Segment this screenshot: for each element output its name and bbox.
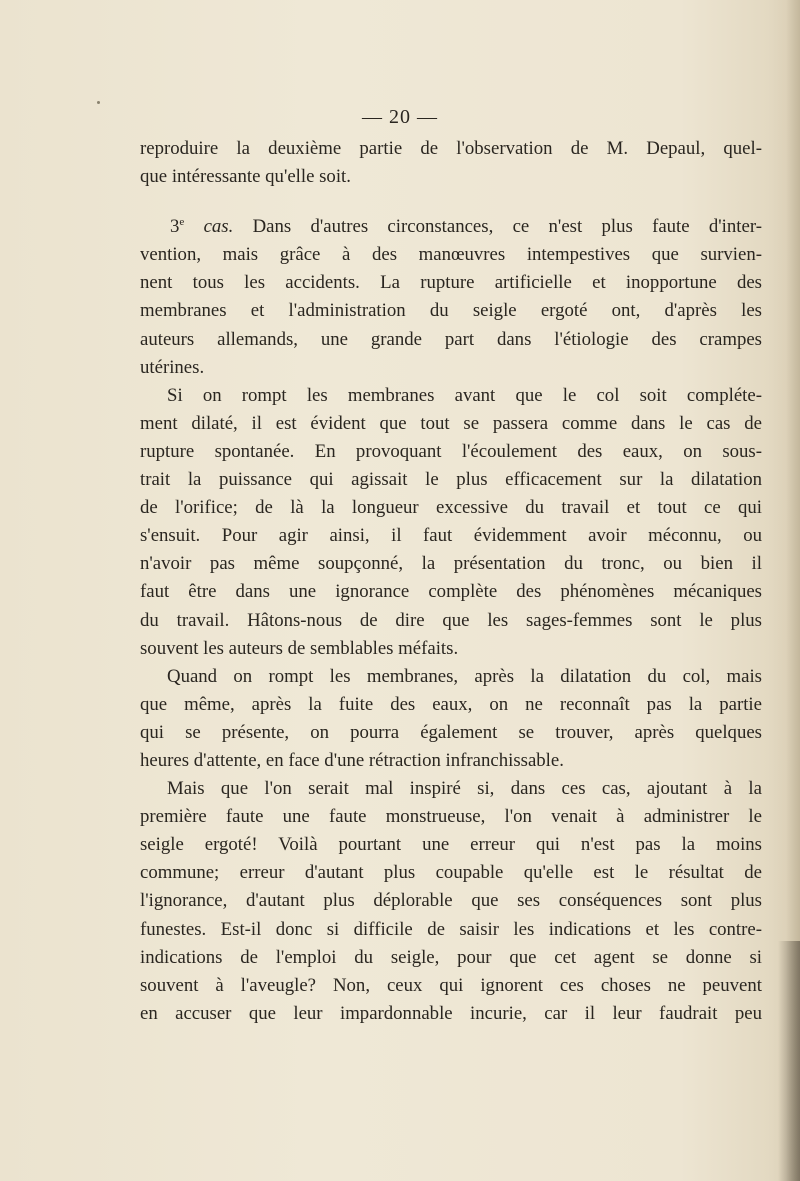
text-line: que même, après la fuite des eaux, on ne reconnaît pas la partie <box>140 693 762 715</box>
text-line: reproduire la deuxième partie de l'observation de M. Depaul, quel- <box>140 138 762 159</box>
text-line: rupture spontanée. En provoquant l'écoulement des eaux, on sous- <box>140 440 762 462</box>
text-line: auteurs allemands, une grande part dans l'étiologie des crampes <box>140 328 762 350</box>
text-line: seigle ergoté! Voilà pourtant une erreur qui n'est pas la moins <box>140 834 762 856</box>
text-line: nent tous les accidents. La rupture artificielle et inopportune des <box>140 272 762 294</box>
text-line: l'ignorance, d'autant plus déplorable que ses conséquences sont plus <box>140 890 762 912</box>
text-line: de l'orifice; de là la longueur excessive du travail et tout ce qui <box>140 497 762 519</box>
body-text <box>140 135 762 1028</box>
page-number: — 20 — <box>362 106 438 128</box>
text-line: Mais que l'on serait mal inspiré si, dans ces cas, ajoutant à la <box>167 778 762 800</box>
text-line: commune; erreur d'autant plus coupable qu'elle est le résultat de <box>140 862 762 884</box>
case-number-superscript: e <box>179 216 185 229</box>
text-line: en accuser que leur impardonnable incurie, car il leur faudrait peu <box>140 1002 762 1024</box>
case-first-line-text: Dans d'autres circonstances, ce n'est plus faute d'inter- <box>252 216 762 238</box>
text-line: utérines. <box>140 356 205 378</box>
text-line: première faute une faute monstrueuse, l'on venait à administrer le <box>140 806 762 828</box>
text-line: membranes et l'administration du seigle ergoté ont, d'après les <box>140 300 762 322</box>
text-line: trait la puissance qui agissait le plus efficacement sur la dilatation <box>140 469 762 491</box>
text-line: souvent les auteurs de semblables méfaits. <box>140 637 459 659</box>
text-line: funestes. Est-il donc si difficile de saisir les indications et les contre- <box>140 918 762 940</box>
case-label: cas. <box>203 216 234 238</box>
case-number: 3 <box>170 216 180 238</box>
text-line: indications de l'emploi du seigle, pour que cet agent se donne si <box>140 946 762 968</box>
text-line: n'avoir pas même soupçonné, la présentation du tronc, ou bien il <box>140 553 762 575</box>
text-line: s'ensuit. Pour agir ainsi, il faut évidemment avoir méconnu, ou <box>140 525 762 547</box>
text-line: Quand on rompt les membranes, après la dilatation du col, mais <box>167 665 762 687</box>
text-line: souvent à l'aveugle? Non, ceux qui ignorent ces choses ne peuvent <box>140 974 762 996</box>
text-line: vention, mais grâce à des manœuvres intempestives que survien- <box>140 244 762 266</box>
text-line: qui se présente, on pourra également se trouver, après quelques <box>140 721 762 743</box>
paragraph-gap <box>140 191 762 213</box>
paper-speck <box>97 101 100 104</box>
page-corner-shadow <box>778 941 800 1181</box>
text-line: Si on rompt les membranes avant que le col soit compléte- <box>167 384 762 406</box>
text-line: du travail. Hâtons-nous de dire que les sages-femmes sont le plus <box>140 609 762 631</box>
text-line: faut être dans une ignorance complète des phénomènes mécaniques <box>140 581 762 603</box>
case-heading-line <box>140 213 762 241</box>
text-line: que intéressante qu'elle soit. <box>140 166 351 188</box>
text-line: heures d'attente, en face d'une rétraction infranchissable. <box>140 749 564 771</box>
text-line: ment dilaté, il est évident que tout se passera comme dans le cas de <box>140 412 762 434</box>
